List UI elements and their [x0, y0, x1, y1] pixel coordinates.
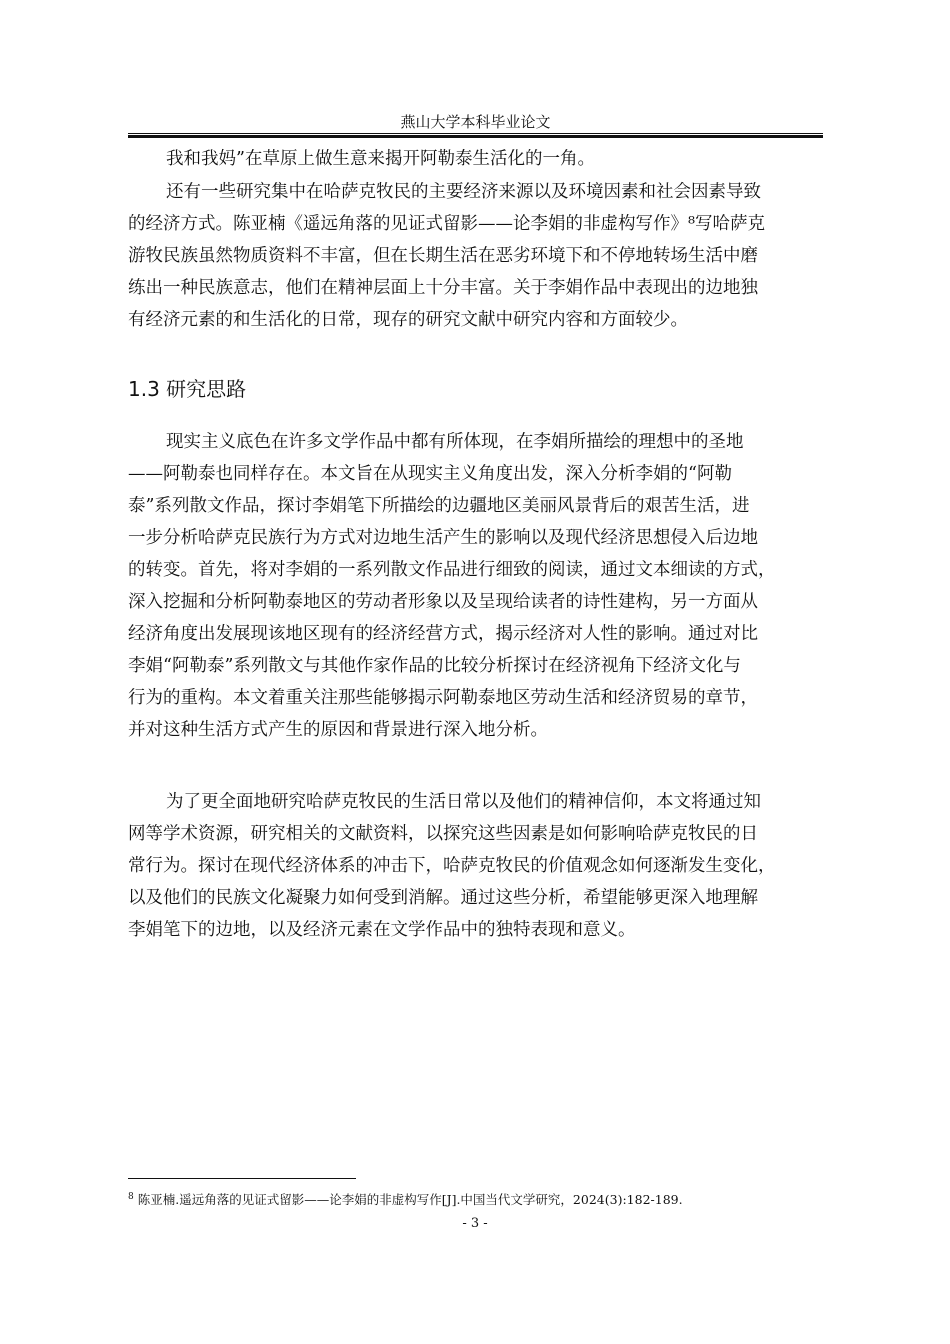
header-rule-thin [128, 133, 823, 134]
text-line: 一步分析哈萨克民族行为方式对边地生活产生的影响以及现代经济思想侵入后边地 [128, 528, 758, 548]
footnote-text: 陈亚楠.遥远角落的见证式留影——论李娟的非虚构写作[J].中国当代文学研究，2024(3):182-189. [137, 1192, 683, 1208]
text-line: 的转变。首先，将对李娟的一系列散文作品进行细致的阅读，通过文本细读的方式， [128, 560, 776, 580]
text-line: 并对这种生活方式产生的原因和背景进行深入地分析。 [128, 720, 548, 740]
paragraph-research-approach [128, 426, 823, 746]
text-line: 李娟“阿勒泰”系列散文与其他作家作品的比较分析探讨在经济视角下经济文化与 [128, 656, 741, 676]
text-line: ——阿勒泰也同样存在。本文旨在从现实主义角度出发，深入分析李娟的“阿勒 [128, 464, 732, 484]
text-line: 以及他们的民族文化凝聚力如何受到消解。通过这些分析，希望能够更深入地理解 [128, 888, 758, 908]
text-line: 李娟笔下的边地，以及经济元素在文学作品中的独特表现和意义。 [128, 920, 636, 940]
footnote-separator [128, 1178, 356, 1179]
text-line: 现实主义底色在许多文学作品中都有所体现，在李娟所描绘的理想中的圣地 [166, 432, 744, 452]
text-line: 行为的重构。本文着重关注那些能够揭示阿勒泰地区劳动生活和经济贸易的章节， [128, 688, 758, 708]
text-line: 深入挖掘和分析阿勒泰地区的劳动者形象以及呈现给读者的诗性建构，另一方面从 [128, 592, 758, 612]
text-line: 网等学术资源，研究相关的文献资料，以探究这些因素是如何影响哈萨克牧民的日 [128, 824, 758, 844]
text-line: 还有一些研究集中在哈萨克牧民的主要经济来源以及环境因素和社会因素导致 [166, 182, 761, 202]
paragraph-continued [128, 143, 823, 175]
text-line: 我和我妈”在草原上做生意来揭开阿勒泰生活化的一角。 [166, 149, 595, 169]
text-line: 练出一种民族意志，他们在精神层面上十分丰富。关于李娟作品中表现出的边地独 [128, 278, 758, 298]
text-line: 为了更全面地研究哈萨克牧民的生活日常以及他们的精神信仰，本文将通过知 [166, 792, 761, 812]
paragraph-related-research [128, 176, 823, 336]
running-header: 燕山大学本科毕业论文 [400, 113, 551, 131]
text-line: 有经济元素的和生活化的日常，现存的研究文献中研究内容和方面较少。 [128, 310, 688, 330]
text-line: 的经济方式。陈亚楠《遥远角落的见证式留影——论李娟的非虚构写作》⁸写哈萨克 [128, 214, 766, 234]
paragraph-methods [128, 786, 823, 946]
footnote [128, 1187, 683, 1210]
footnote-marker: 8 [128, 1192, 134, 1202]
text-line: 常行为。探讨在现代经济体系的冲击下，哈萨克牧民的价值观念如何逐渐发生变化， [128, 856, 776, 876]
text-line: 泰”系列散文作品，探讨李娟笔下所描绘的边疆地区美丽风景背后的艰苦生活，进 [128, 496, 750, 516]
header-rule-thick [128, 135, 823, 138]
text-line: 游牧民族虽然物质资料不丰富，但在长期生活在恶劣环境下和不停地转场生活中磨 [128, 246, 758, 266]
text-line: 经济角度出发展现该地区现有的经济经营方式，揭示经济对人性的影响。通过对比 [128, 624, 758, 644]
section-heading: 1.3 研究思路 [128, 377, 247, 401]
page-number: - 3 - [462, 1216, 488, 1231]
